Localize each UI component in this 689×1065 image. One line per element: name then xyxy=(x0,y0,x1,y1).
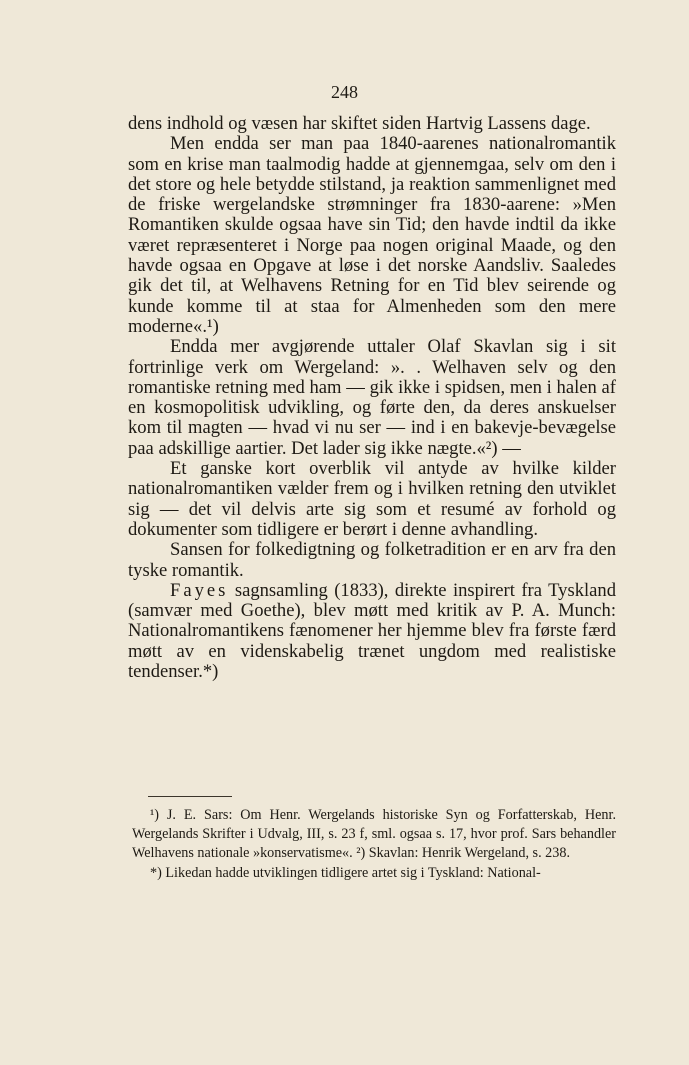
paragraph xyxy=(128,581,616,682)
paragraph: Et ganske kort overblik vil antyde av hvilke kilder nationalromantiken vælder frem og i hvilken retning den utviklet sig — det vil delvis arte sig som et resumé av forhold og dokumenter som tidligere er berørt i denne avhandling. xyxy=(128,458,616,540)
footnote: ¹) J. E. Sars: Om Henr. Wergelands historiske Syn og Forfatterskab, Henr. Wergelands Skrifter i Udvalg, III, s. 23 f, sml. ogsaa s. 17, hvor prof. Sars behandler Welhavens nationale »konservatisme«. ²) Skavlan: Henrik Wergeland, s. 238. xyxy=(132,807,616,862)
spaced-name: Fayes xyxy=(170,579,229,601)
paragraph: dens indhold og væsen har skiftet siden Hartvig Lassens dage. xyxy=(128,113,591,134)
footnote-divider xyxy=(148,796,232,797)
paragraph: Sansen for folkedigtning og folketradition er en arv fra den tyske romantik. xyxy=(128,539,616,581)
paragraph-text: sagnsamling (1833), direkte inspirert fra Tyskland (samvær med Goethe), blev møtt med kritik av P. A. Munch: Nationalromantikens fænomener her hjemme blev fra første færd møtt av en videnskabelig trænet ungdom med realistiske tendenser.*) xyxy=(128,579,616,683)
main-text xyxy=(128,114,616,682)
footnotes xyxy=(132,806,616,883)
footnote: *) Likedan hadde utviklingen tidligere artet sig i Tyskland: National- xyxy=(150,864,541,881)
page-number: 248 xyxy=(331,82,358,102)
paragraph: Men endda ser man paa 1840-aarenes nationalromantik som en krise man taalmodig hadde at gjennemgaa, selv om den i det store og hele betydde stilstand, ja reaktion sammenlignet med de friske wergelandske strømninger fra 1830-aarene: »Men Romantiken skulde ogsaa have sin Tid; den havde indtil da ikke været repræsenteret i Norge paa nogen original Maade, og den havde ogsaa en Opgave at løse i det norske Aandsliv. Saaledes gik det til, at Welhavens Retning for en Tid blev seirende og kunde komme til at staa for Almenheden som den mere moderne«.¹) xyxy=(128,133,616,337)
paragraph: Endda mer avgjørende uttaler Olaf Skavlan sig i sit fortrinlige verk om Wergeland: ». . Welhaven selv og den romantiske retning med ham — gik ikke i spidsen, men i halen af en kosmopolitisk udvikling, og førte den, da deres anskuelser kom til magten — hvad vi nu ser — ind i en bakevje-bevægelse paa adskillige aartier. Det lader sig ikke nægte.«²) — xyxy=(128,336,616,459)
